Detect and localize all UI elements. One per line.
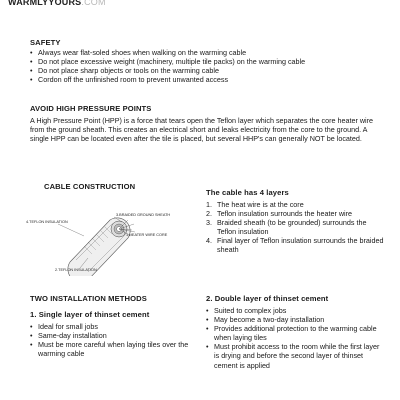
method1-list	[30, 322, 190, 358]
list-item: • Same-day installation	[30, 331, 190, 340]
list-item: • Do not place excessive weight (machinery, multiple tile packs) on the warming cable	[30, 57, 380, 66]
list-item: • Cordon off the unfinished room to prevent unwanted access	[30, 75, 380, 84]
label-heater-wire-core: 1.HEATER WIRE CORE	[126, 233, 168, 237]
list-item	[206, 200, 386, 209]
method2-heading: 2. Double layer of thinset cement	[206, 294, 329, 303]
method1-heading: 1. Single layer of thinset cement	[30, 310, 150, 319]
brand-name: WARMLYYOURS	[8, 0, 82, 7]
list-item: • Ideal for small jobs	[30, 322, 190, 331]
list-item: • Provides additional protection to the warming cable when laying tiles	[206, 324, 386, 342]
list-item: • May become a two-day installation	[206, 315, 386, 324]
list-number: 3.	[206, 218, 212, 228]
hpp-paragraph: A High Pressure Point (HPP) is a force that tears open the Teflon layer which separates the core heater wire from the ground sheath. This creates an electrical short and leaks electricity from the core to the ground. A single HPP can be located even after the tile is placed, but several HHP's can generally NOT be located.	[30, 116, 374, 144]
list-text: Teflon insulation surrounds the heater wire	[217, 209, 353, 219]
installation-methods-heading: TWO INSTALLATION METHODS	[30, 294, 147, 303]
cable-diagram	[18, 196, 188, 276]
label-braided-ground-sheath: 3.BRAIDED GROUND SHEATH	[116, 213, 171, 217]
list-number: 4.	[206, 236, 212, 246]
list-item: • Must be more careful when laying tiles over the warming cable	[30, 340, 190, 358]
list-item	[206, 236, 386, 254]
method2-list	[206, 306, 386, 370]
list-text: Braided sheath (to be grounded) surrounds the Teflon insulation	[217, 218, 367, 237]
layers-heading: The cable has 4 layers	[206, 188, 289, 197]
label-teflon-insulation-2: 2.TEFLON INSULATION	[55, 268, 97, 272]
list-item: • Do not place sharp objects or tools on the warming cable	[30, 66, 380, 75]
label-teflon-insulation-4: 4.TEFLON INSULATION	[26, 220, 68, 224]
list-text: The heat wire is at the core	[217, 200, 304, 209]
list-text: Final layer of Teflon insulation surrounds the braided sheath	[217, 236, 384, 255]
list-item	[206, 218, 386, 236]
brand-logo	[8, 0, 106, 7]
header-bar	[0, 0, 400, 10]
list-item: • Suited to complex jobs	[206, 306, 386, 315]
list-number: 1.	[206, 200, 212, 209]
list-item	[206, 209, 386, 218]
layers-list	[206, 200, 386, 255]
safety-list	[30, 48, 380, 84]
safety-heading: SAFETY	[30, 38, 61, 47]
list-item: • Always wear flat-soled shoes when walking on the warming cable	[30, 48, 380, 57]
hpp-heading: AVOID HIGH PRESSURE POINTS	[30, 104, 152, 113]
list-item: • Must prohibit access to the room while the first layer is drying and before the second layer of thinset cement is applied	[206, 342, 386, 369]
list-number: 2.	[206, 209, 212, 219]
brand-domain: .COM	[81, 0, 106, 7]
cable-construction-heading: CABLE CONSTRUCTION	[44, 182, 136, 191]
